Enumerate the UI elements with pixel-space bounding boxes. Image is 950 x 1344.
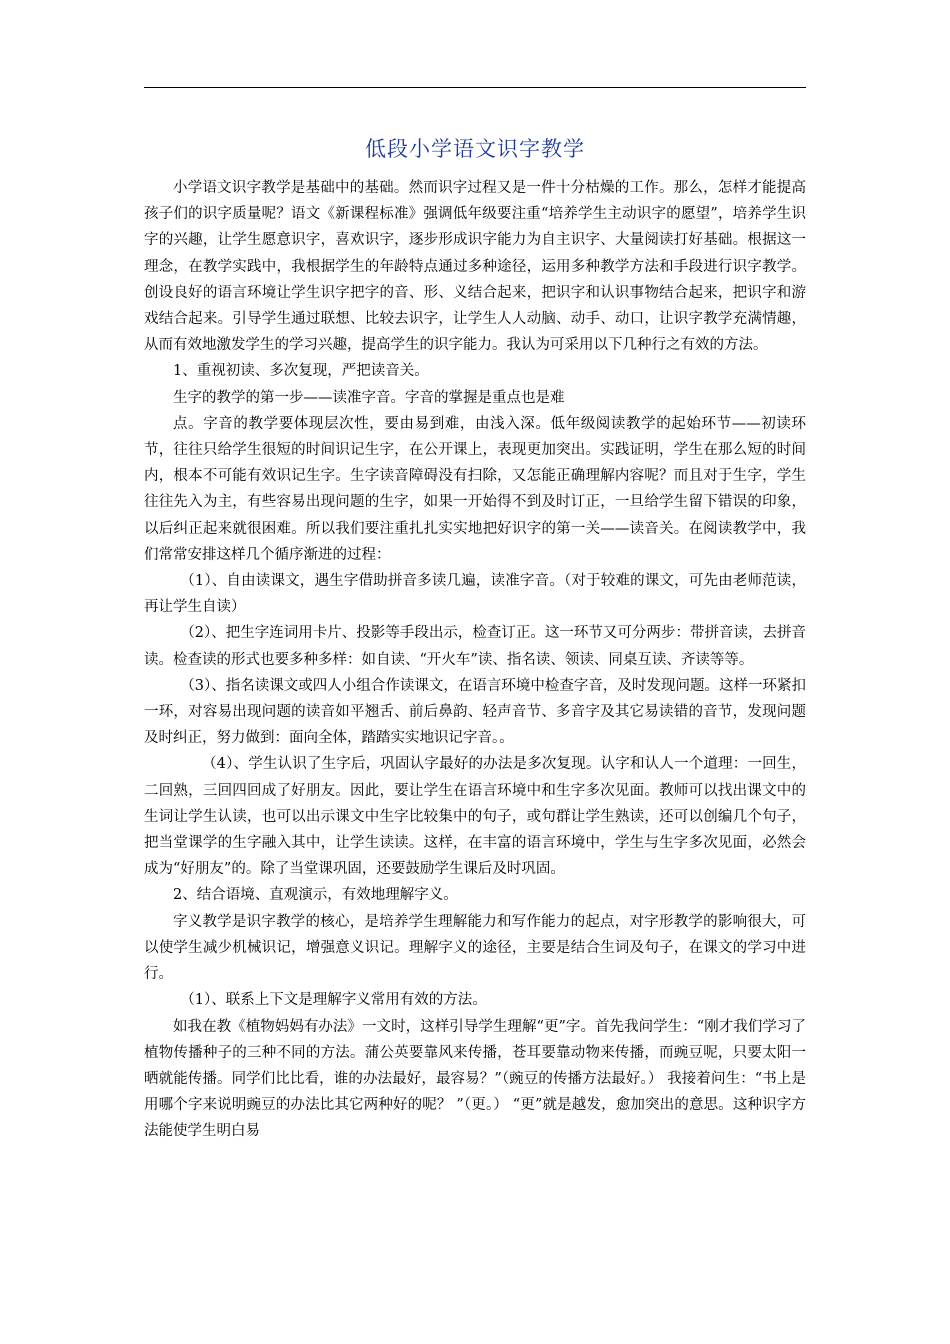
paragraph: 字义教学是识字教学的核心，是培养学生理解能力和写作能力的起点，对字形教学的影响很大，可以使学生减少机械识记，增强意义识记。理解字义的途径，主要是结合生词及句子，在课文的学习中进行。: [144, 913, 806, 983]
paragraph-intro: 小学语文识字教学是基础中的基础。然而识字过程又是一件十分枯燥的工作。那么，怎样才能提高孩子们的识字质量呢？语文《新课程标准》强调低年级要注重“培养学生主动识字的愿望”，培养学生识字的兴趣，让学生愿意识字，喜欢识字，逐步形成识字能力为自主识字、大量阅读打好基础。根据这一理念，在教学实践中，我根据学生的年龄特点通过多种途径，运用多种教学方法和手段进行识字教学。创设良好的语言环境让学生识字把字的音、形、义结合起来，把识字和认识事物结合起来，把识字和游戏结合起来。引导学生通过联想、比较去识字，让学生人人动脑、动手、动口，让识字教学充满情趣，从而有效地激发学生的学习兴趣，提高学生的识字能力。我认为可采用以下几种行之有效的方法。: [144, 180, 806, 354]
list-item: （1）、自由读课文，遇生字借助拼音多读几遍，读准字音。（对于较难的课文，可先由老师范读，再让学生自读）: [144, 573, 806, 616]
header-rule: [144, 87, 806, 88]
list-item: （1）、联系上下文是理解字义常用有效的方法。: [180, 992, 487, 1009]
paragraph: 生字的教学的第一步——读准字音。字音的掌握是重点也是难: [173, 389, 565, 406]
list-item: （3）、指名读课文或四人小组合作读课文，在语言环境中检查字音，及时发现问题。这样一环紧扣一环，对容易出现问题的读音如平翘舌、前后鼻韵、轻声音节、多音字及其它易读错的音节，发现问题及时纠正，努力做到：面向全体，踏踏实实地识记字音。。: [144, 677, 806, 747]
paragraph: 如我在教《植物妈妈有办法》一文时，这样引导学生理解“更”字。首先我问学生：“刚才我们学习了植物传播种子的三种不同的方法。蒲公英要靠风来传播，苍耳要靠动物来传播，而豌豆呢，只要太阳一晒就能传播。同学们比比看，谁的办法最好，最容易？”（豌豆的传播方法最好。） 我接着问生：“书上是用哪个字来说明豌豆的办法比其它两种好的呢？ ”（更。） “更”就是越发，愈加突出的意思。这种识字方法能使学生明白易: [144, 1018, 806, 1140]
heading-section-1: 1、重视初读、多次复现，严把读音关。: [173, 363, 429, 380]
heading-section-2: 2、结合语境、直观演示，有效地理解字义。: [173, 887, 458, 904]
list-item: （4）、学生认识了生字后，巩固认字最好的办法是多次复现。认字和认人一个道理：一回生，二回熟，三回四回成了好朋友。因此，要让学生在语言环境中和生字多次见面。教师可以找出课文中的生词让学生认读，也可以出示课文中生字比较集中的句子，或句群让学生熟读，还可以创编几个句子，把当堂课学的生字融入其中，让学生读读。这样，在丰富的语言环境中，学生与生字多次见面，必然会成为“好朋友”的。除了当堂课巩固，还要鼓励学生课后及时巩固。: [144, 756, 806, 878]
paragraph: 点。字音的教学要体现层次性，要由易到难，由浅入深。低年级阅读教学的起始环节——初读环节，往往只给学生很短的时间识记生字，在公开课上，表现更加突出。实践证明，学生在那么短的时间内，根本不可能有效识记生字。生字读音障碍没有扫除，又怎能正确理解内容呢？而且对于生字，学生往往先入为主，有些容易出现问题的生字，如果一开始得不到及时订正，一旦给学生留下错误的印象，以后纠正起来就很困难。所以我们要注重扎扎实实地把好识字的第一关——读音关。在阅读教学中，我们常常安排这样几个循序渐进的过程：: [144, 415, 806, 563]
document-body: [144, 175, 806, 1145]
list-item: （2）、把生字连词用卡片、投影等手段出示，检查订正。这一环节又可分两步：带拼音读，去拼音读。检查读的形式也要多种多样：如自读、“开火车”读、指名读、领读、同桌互读、齐读等等。: [144, 625, 806, 668]
page-title: 低段小学语文识字教学: [365, 137, 585, 161]
